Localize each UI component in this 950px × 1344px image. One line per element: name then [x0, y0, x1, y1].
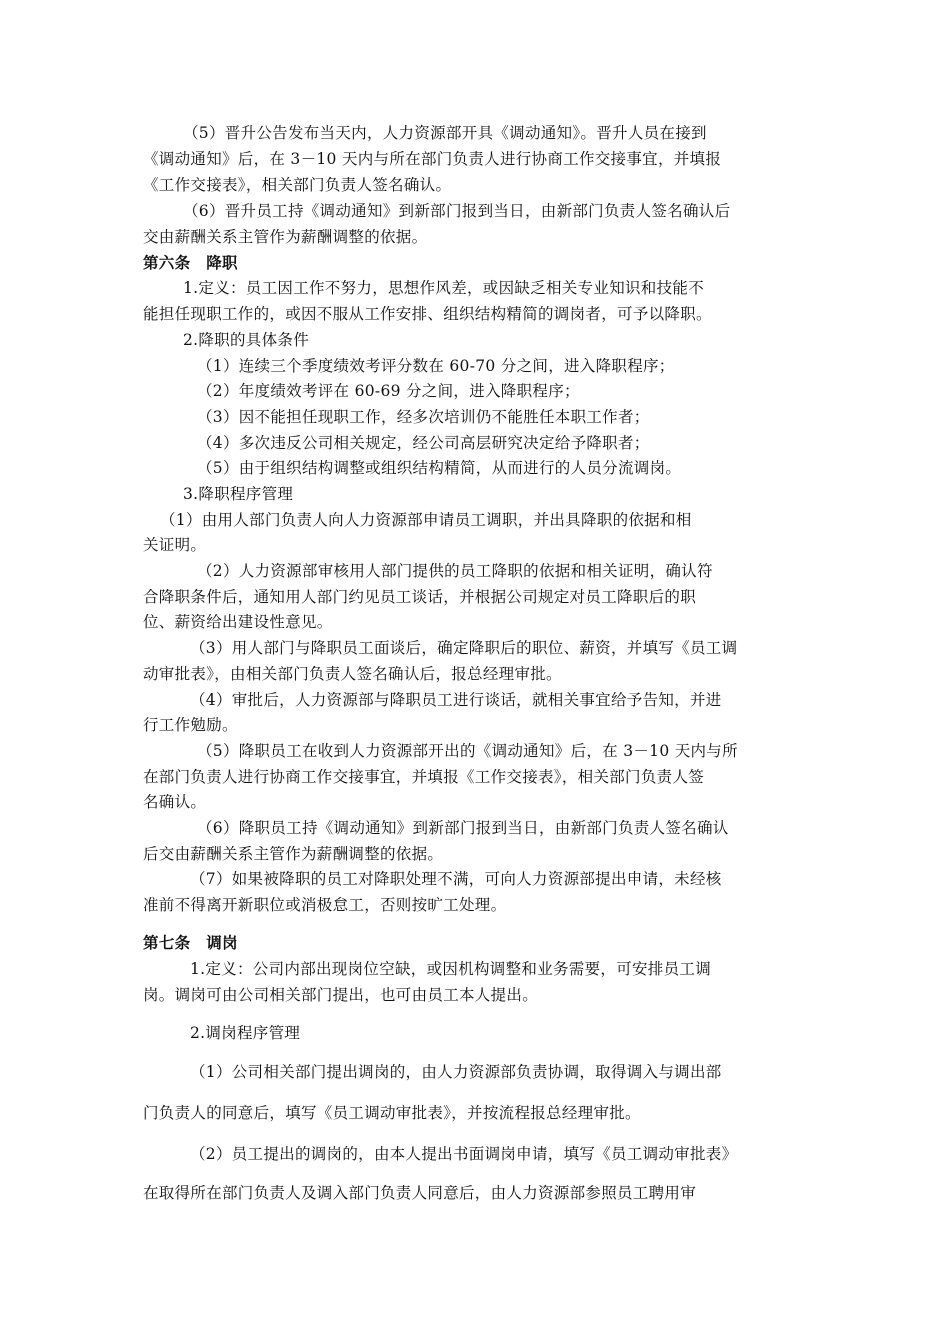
list-item: （5）由于组织结构调整或组织结构精简，从而进行的人员分流调岗。 [197, 459, 682, 477]
paragraph-line: 1.定义：员工因工作不努力，思想作风差，或因缺乏相关专业知识和技能不 [183, 279, 704, 297]
paragraph-line: （3）用人部门与降职员工面谈后，确定降职后的职位、薪资，并填写《员工调 [190, 639, 738, 657]
paragraph-line: 在部门负责人进行协商工作交接事宜，并填报《工作交接表》，相关部门负责人签 [143, 768, 705, 786]
list-item: （2）年度绩效考评在 60-69 分之间，进入降职程序； [197, 382, 580, 400]
paragraph-line: 3.降职程序管理 [183, 485, 294, 503]
paragraph-line: （6）晋升员工持《调动通知》到新部门报到当日，由新部门负责人签名确认后 [183, 202, 731, 220]
paragraph-line: 关证明。 [143, 536, 207, 554]
paragraph-line: （1）公司相关部门提出调岗的，由人力资源部负责协调，取得调入与调出部 [190, 1063, 722, 1081]
paragraph-line: （4）审批后，人力资源部与降职员工进行谈话，就相关事宜给予告知，并进 [190, 691, 722, 709]
paragraph-line: 《工作交接表》，相关部门负责人签名确认。 [143, 176, 452, 194]
paragraph-line: 1.定义：公司内部出现岗位空缺，或因机构调整和业务需要，可安排员工调 [190, 960, 711, 978]
paragraph-line: 动审批表》，由相关部门负责人签名确认后，报总经理审批。 [143, 665, 562, 683]
paragraph-line: 2.调岗程序管理 [190, 1024, 301, 1042]
paragraph-line: 在取得所在部门负责人及调入部门负责人同意后，由人力资源部参照员工聘用审 [143, 1184, 697, 1202]
section-heading: 第七条 调岗 [143, 934, 238, 952]
paragraph-line: 后交由薪酬关系主管作为薪酬调整的依据。 [143, 845, 444, 863]
paragraph-line: 能担任现职工作的，或因不服从工作安排、组织结构精简的调岗者，可予以降职。 [143, 305, 712, 323]
list-item: （3）因不能担任现职工作，经多次培训仍不能胜任本职工作者； [197, 408, 650, 426]
paragraph-line: 岗。调岗可由公司相关部门提出，也可由员工本人提出。 [143, 986, 539, 1004]
list-item: （4）多次违反公司相关规定，经公司高层研究决定给予降职者； [197, 434, 650, 452]
paragraph-line: 门负责人的同意后，填写《员工调动审批表》，并按流程报总经理审批。 [143, 1104, 641, 1122]
paragraph-line: （2）人力资源部审核用人部门提供的员工降职的依据和相关证明，确认符 [197, 562, 713, 580]
paragraph-line: （5）晋升公告发布当天内，人力资源部开具《调动通知》。晋升人员在接到 [183, 124, 707, 142]
paragraph-line: （2）员工提出的调岗的，由本人提出书面调岗申请，填写《员工调动审批表》 [190, 1145, 738, 1163]
paragraph-line: 名确认。 [143, 793, 207, 811]
paragraph-line: 准前不得离开新职位或消极怠工，否则按旷工处理。 [143, 896, 507, 914]
paragraph-line: 合降职条件后，通知用人部门约见员工谈话，并根据公司规定对员工降职后的职 [143, 588, 697, 606]
paragraph-line: 位、薪资给出建设性意见。 [143, 613, 333, 631]
paragraph-line: （7）如果被降职的员工对降职处理不满，可向人力资源部提出申请，未经核 [190, 870, 722, 888]
list-item: （1）连续三个季度绩效考评分数在 60-70 分之间，进入降职程序； [197, 357, 675, 375]
paragraph-line: 交由薪酬关系主管作为薪酬调整的依据。 [143, 228, 428, 246]
paragraph-line: 2.降职的具体条件 [183, 331, 309, 349]
section-heading: 第六条 降职 [143, 254, 238, 272]
paragraph-line: （6）降职员工持《调动通知》到新部门报到当日，由新部门负责人签名确认 [197, 819, 729, 837]
paragraph-line: 《调动通知》后，在 3－10 天内与所在部门负责人进行协商工作交接事宜，并填报 [143, 150, 722, 168]
paragraph-line: 行工作勉励。 [143, 716, 238, 734]
paragraph-line: （1）由用人部门负责人向人力资源部申请员工调职，并出具降职的依据和相 [160, 511, 692, 529]
paragraph-line: （5）降职员工在收到人力资源部开出的《调动通知》后，在 3－10 天内与所 [197, 742, 738, 760]
